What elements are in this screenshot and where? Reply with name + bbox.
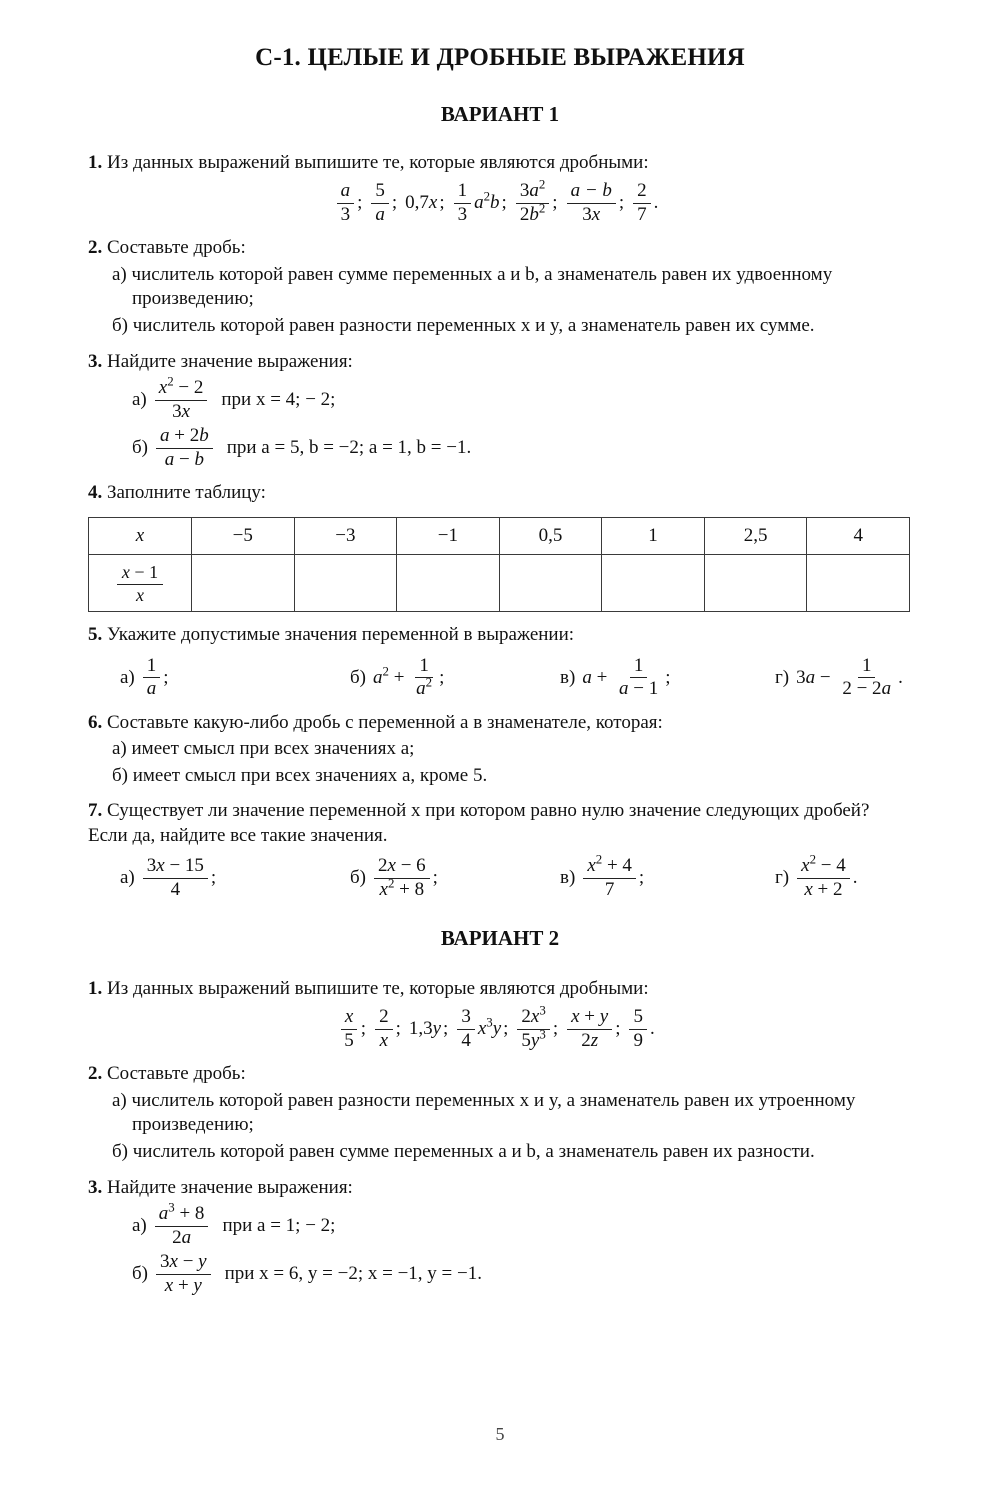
problem-number: 3. [88, 350, 103, 372]
table-answer-cell[interactable] [602, 555, 705, 612]
problem-number: 2. [88, 1063, 103, 1085]
expression-fraction: $\frac{2}{x}$ [375, 1007, 393, 1051]
problem-number: 6. [88, 711, 103, 733]
item-label: а) [132, 388, 147, 410]
problem-number: 3. [88, 1176, 103, 1198]
item-label: б) [132, 436, 148, 458]
expression-separator: . [649, 1018, 655, 1040]
problem-number: 1. [88, 152, 103, 173]
choice-v: в) a + $\frac{1}{a - 1}$ ; [560, 656, 775, 700]
choice-b: б) $a^2$ + $\frac{1}{a^2}$ ; [350, 656, 560, 700]
problem-subitem-b: б) имеет смысл при всех значениях a, кроме 5. [112, 764, 488, 786]
table-cell-value: −1 [397, 518, 500, 555]
problem-number: 2. [88, 237, 103, 259]
expression-separator: ; [552, 1018, 559, 1040]
expression-tail: $x^3y$ [477, 1014, 502, 1040]
expression-separator: ; [163, 666, 169, 688]
fill-in-table-wrapper [88, 517, 912, 612]
expression-separator: ; [503, 1018, 509, 1040]
expression-fraction: $\frac{x - 1}{x}$ [117, 563, 163, 606]
choice-g [775, 851, 864, 900]
expression-fraction: $\frac{5}{a}$ [371, 181, 389, 225]
problem-3a-expression [88, 1199, 912, 1248]
choice-v [560, 851, 775, 900]
item-label: б) [350, 866, 366, 888]
expression-fraction: $\frac{3}{4}$ [457, 1007, 475, 1051]
expression-fraction: $\frac{3x - 15}{4}$ [143, 856, 208, 900]
expression-condition: при a = 5, b = −2; a = 1, b = −1. [226, 436, 472, 458]
problem-subitem-b: б) числитель которой равен сумме переменных a и b, а знаменатель равен их разности. [112, 1141, 815, 1163]
table-answer-cell[interactable] [704, 555, 807, 612]
table-answer-cell[interactable] [807, 555, 910, 612]
expression-separator: ; [210, 866, 217, 888]
expression-fraction: $\frac{2x^3}{5y^3}$ [517, 1007, 549, 1051]
problem-text: Укажите допустимые значения переменной в выражении: [107, 624, 575, 646]
problem-3b-expression [88, 426, 912, 470]
table-answer-cell[interactable] [192, 555, 295, 612]
expression-inline: 1,3y [408, 1018, 442, 1040]
item-label: в) [560, 866, 576, 888]
item-label: а) [120, 866, 135, 888]
expression-fraction: $\frac{2x - 6}{x^2 + 8}$ [374, 856, 430, 900]
item-label: г) [775, 666, 790, 688]
expression-fraction: $\frac{x + y}{2z}$ [567, 1007, 612, 1051]
expression-condition: при x = 6, y = −2; x = −1, y = −1. [224, 1263, 482, 1285]
expression-separator: ; [618, 192, 625, 214]
problem-number: 5. [88, 624, 103, 646]
problem-4-variant-1 [88, 481, 912, 612]
problem-text: Найдите значение выражения: [107, 1176, 353, 1198]
expression-condition: при a = 1; − 2; [222, 1214, 336, 1236]
expression-inline: 0,7x [405, 192, 438, 214]
fill-in-table [88, 517, 910, 612]
expression-fraction: $\frac{a^3 + 8}{2a}$ [155, 1204, 209, 1248]
problem-subitem-a: а) числитель которой равен сумме переменных a и b, а знаменатель равен их удвоенному произведению; [112, 263, 833, 310]
problem-text: Найдите значение выражения: [107, 350, 353, 372]
expression-separator: . [653, 192, 659, 214]
expression-tail: $a^2b$ [474, 188, 500, 214]
expression-condition: при x = 4; − 2; [221, 388, 336, 410]
expression-fraction: $\frac{x}{5}$ [340, 1007, 358, 1051]
expression-separator: ; [357, 192, 363, 214]
problem-3-variant-1 [88, 350, 912, 470]
problem-3a-expression [88, 373, 912, 422]
problem-text: Составьте дробь: [107, 1063, 246, 1085]
problem-3-variant-2 [88, 1176, 912, 1296]
problem-1-variant-1 [88, 151, 912, 225]
problem-1-expressions [88, 176, 912, 225]
problem-number: 1. [88, 978, 103, 1000]
table-answer-cell[interactable] [397, 555, 500, 612]
problem-subitem-a: а) числитель которой равен разности переменных x и y, а знаменатель равен их утроенному произведению; [112, 1089, 856, 1136]
expression-fraction: $\frac{x^2 + 4}{7}$ [583, 856, 636, 900]
problem-text: Существует ли значение переменной x при котором равно нулю значение следующих дробей? Если да, найдите все такие значения. [88, 800, 870, 846]
table-row-header [89, 518, 910, 555]
choice-a [120, 856, 350, 900]
problem-3b-expression [88, 1252, 912, 1296]
problem-5-variant-1 [88, 623, 912, 699]
problem-6-variant-1 [88, 711, 912, 789]
expression-separator: ; [439, 192, 445, 214]
choice-b [350, 856, 560, 900]
expression-fraction: $\frac{a}{3}$ [337, 181, 355, 225]
table-cell-value: 2,5 [704, 518, 807, 555]
problem-1-expressions [88, 1003, 912, 1051]
expression-separator: ; [439, 666, 445, 688]
problem-subitem-b: б) числитель которой равен разности переменных x и y, а знаменатель равен их сумме. [112, 315, 815, 337]
problem-subitem-a: а) имеет смысл при всех значениях a; [112, 738, 415, 760]
problem-text: Заполните таблицу: [107, 482, 266, 504]
table-cell-value: 0,5 [499, 518, 602, 555]
expression-separator: ; [395, 1018, 401, 1040]
table-row-answers [89, 555, 910, 612]
problem-number: 4. [88, 482, 103, 504]
expression-fraction: $\frac{3x - y}{x + y}$ [156, 1252, 211, 1296]
expression-separator: ; [615, 1018, 621, 1040]
expression-fraction: $\frac{2}{7}$ [633, 181, 651, 225]
expression-separator: ; [443, 1018, 449, 1040]
problem-2-variant-2 [88, 1062, 912, 1164]
expression-separator: ; [432, 866, 438, 888]
table-answer-cell[interactable] [499, 555, 602, 612]
problem-text: Из данных выражений выпишите те, которые являются дробными: [107, 978, 649, 1000]
expression-fraction: $\frac{a - b}{3x}$ [567, 181, 616, 225]
problem-text: Составьте какую-либо дробь с переменной a в знаменателе, которая: [107, 711, 663, 733]
expression-separator: ; [665, 666, 671, 688]
item-label: г) [775, 866, 790, 888]
problem-number: 7. [88, 800, 103, 822]
page-content [88, 44, 912, 1307]
page-number: 5 [495, 1424, 505, 1444]
variant-2-heading: ВАРИАНТ 2 [440, 926, 560, 951]
table-header-x: x [89, 518, 192, 555]
problem-text: Из данных выражений выпишите те, которые являются дробными: [107, 152, 649, 173]
expression-separator: ; [360, 1018, 367, 1040]
expression-separator: . [898, 666, 903, 688]
table-cell-value: −5 [192, 518, 295, 555]
expression-fraction: $\frac{x^2 - 2}{3x}$ [155, 378, 208, 422]
expression-fraction: $\frac{a + 2b}{a - b}$ [156, 426, 213, 470]
expression-fraction: $\frac{1}{a}$ [143, 656, 161, 700]
problem-7-variant-1 [88, 799, 912, 900]
table-cell-value: 1 [602, 518, 705, 555]
expression-fraction: $\frac{x^2 - 4}{x + 2}$ [797, 856, 850, 900]
item-label: а) [132, 1214, 147, 1236]
expression-fraction: $\frac{1}{3}$ [454, 181, 472, 225]
expression-separator: ; [501, 192, 507, 214]
page-title: C-1. ЦЕЛЫЕ И ДРОБНЫЕ ВЫРАЖЕНИЯ [255, 44, 745, 71]
item-label: в) [560, 666, 576, 688]
variant-1-heading: ВАРИАНТ 1 [440, 102, 560, 126]
choice-g: г) 3a − $\frac{1}{2 - 2a}$ . [775, 656, 910, 700]
expression-separator: ; [638, 866, 645, 888]
problem-1-variant-2 [88, 977, 912, 1051]
expression-separator: ; [391, 192, 398, 214]
table-cell-value: 4 [807, 518, 910, 555]
problem-2-variant-1 [88, 236, 912, 338]
table-answer-cell[interactable] [294, 555, 397, 612]
expression-separator: . [852, 866, 858, 888]
expression-fraction: $\frac{3a^2}{2b^2}$ [516, 181, 549, 225]
expression-fraction: $\frac{1}{a^2}$ [416, 654, 433, 700]
problem-text: Составьте дробь: [107, 237, 246, 259]
choice-a [120, 656, 350, 700]
item-label: б) [350, 666, 366, 688]
expression-separator: ; [552, 192, 558, 214]
problem-5-choices [88, 656, 912, 700]
expression-fraction: $\frac{5}{9}$ [629, 1007, 647, 1051]
item-label: а) [120, 666, 135, 688]
table-header-expression [89, 555, 192, 612]
item-label: б) [132, 1263, 148, 1285]
table-cell-value: −3 [294, 518, 397, 555]
expression-fraction: $\frac{1}{a - 1}$ [619, 654, 659, 700]
problem-7-choices [88, 851, 912, 900]
expression-fraction: $\frac{1}{2 - 2a}$ [842, 654, 892, 700]
